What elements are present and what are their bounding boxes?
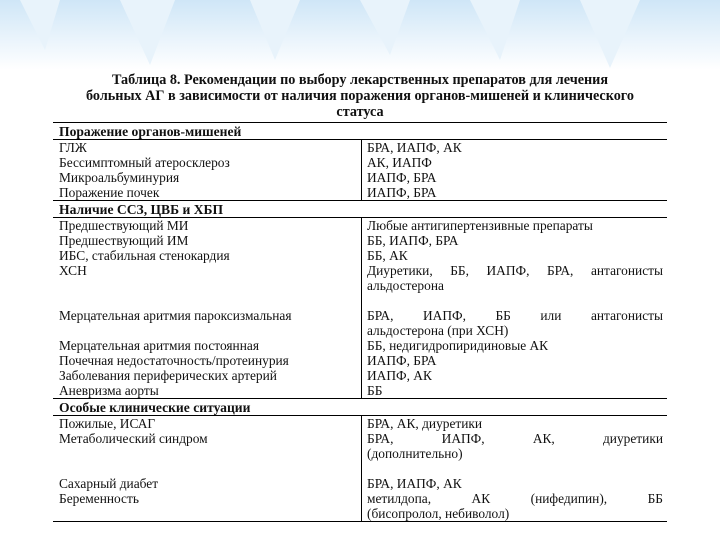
drugs-cell (362, 263, 667, 308)
condition-cell: Заболевания периферических артерий (53, 368, 362, 383)
table-row (53, 416, 667, 431)
table-row (53, 170, 667, 185)
table-row (53, 233, 667, 248)
condition-cell: Беременность (53, 491, 362, 521)
drugs-line: альдостерона (при ХСН) (367, 323, 509, 338)
table-row (53, 368, 667, 383)
drugs-line: (дополнительно) (367, 446, 463, 461)
decorative-background (0, 0, 720, 70)
table-row (53, 248, 667, 263)
drugs-cell: ИАПФ, БРА (367, 185, 437, 200)
table-row (53, 338, 667, 353)
condition-cell: Сахарный диабет (53, 476, 362, 491)
condition-cell: Поражение почек (53, 185, 362, 200)
condition-cell: Метаболический синдром (53, 431, 362, 476)
table-row (53, 140, 667, 155)
drugs-cell: ББ, АК (367, 248, 408, 263)
drugs-cell: ИАПФ, БРА (367, 353, 437, 368)
drugs-line: Диуретики, ББ, ИАПФ, БРА, антагонисты (367, 263, 663, 278)
table-row (53, 431, 667, 476)
condition-cell: Мерцательная аритмия постоянная (53, 338, 362, 353)
table-row (53, 218, 667, 233)
drugs-cell: БРА, АК, диуретики (367, 416, 483, 431)
drugs-cell: БРА, ИАПФ, АК (367, 476, 462, 491)
drugs-cell: БРА, ИАПФ, АК (367, 140, 462, 155)
caption-line-1: Таблица 8. Рекомендации по выбору лекарственных препаратов для лечения (111, 72, 609, 88)
table-row (53, 491, 667, 521)
condition-cell: Пожилые, ИСАГ (53, 416, 362, 431)
drugs-cell: ББ, ИАПФ, БРА (367, 233, 459, 248)
condition-cell: Почечная недостаточность/протеинурия (53, 353, 362, 368)
table-row (53, 263, 667, 308)
drugs-line: БРА, ИАПФ, ББ или антагонисты (367, 308, 663, 323)
condition-cell: ИБС, стабильная стенокардия (53, 248, 362, 263)
section-heading: Поражение органов-мишеней (53, 123, 667, 140)
table-row (53, 383, 667, 399)
condition-cell: Аневризма аорты (53, 383, 362, 398)
drugs-cell: ИАПФ, АК (367, 368, 432, 383)
drugs-cell: ББ, недигидропиридиновые АК (367, 338, 549, 353)
condition-cell: ХСН (53, 263, 362, 308)
condition-cell: Бессимптомный атеросклероз (53, 155, 362, 170)
table-row (53, 308, 667, 338)
recommendations-table (53, 122, 667, 522)
condition-cell: Мерцательная аритмия пароксизмальная (53, 308, 362, 338)
drugs-cell: Любые антигипертензивные препараты (367, 218, 593, 233)
drugs-line: БРА, ИАПФ, АК, диуретики (367, 431, 663, 446)
drugs-cell: ББ (367, 383, 383, 398)
drugs-cell: АК, ИАПФ (367, 155, 432, 170)
table-row (53, 353, 667, 368)
drugs-line: альдостерона (367, 278, 444, 293)
section-heading: Особые клинические ситуации (53, 399, 667, 416)
drugs-line: метилдопа, АК (нифедипин), ББ (367, 491, 663, 506)
condition-cell: Предшествующий МИ (53, 218, 362, 233)
table-row (53, 155, 667, 170)
condition-cell: Предшествующий ИМ (53, 233, 362, 248)
caption-line-3: статуса (336, 104, 384, 120)
drugs-cell (362, 491, 667, 521)
condition-cell: ГЛЖ (53, 140, 362, 155)
table-caption (50, 72, 670, 120)
drugs-cell (362, 431, 667, 476)
drugs-cell: ИАПФ, БРА (367, 170, 437, 185)
section-heading: Наличие ССЗ, ЦВБ и ХБП (53, 201, 667, 218)
drugs-line: (бисопролол, небиволол) (367, 506, 510, 521)
table-row (53, 185, 667, 201)
caption-line-2: больных АГ в зависимости от наличия поражения органов-мишеней и клинического (86, 88, 634, 104)
table-row (53, 476, 667, 491)
drugs-cell (362, 308, 667, 338)
condition-cell: Микроальбуминурия (53, 170, 362, 185)
